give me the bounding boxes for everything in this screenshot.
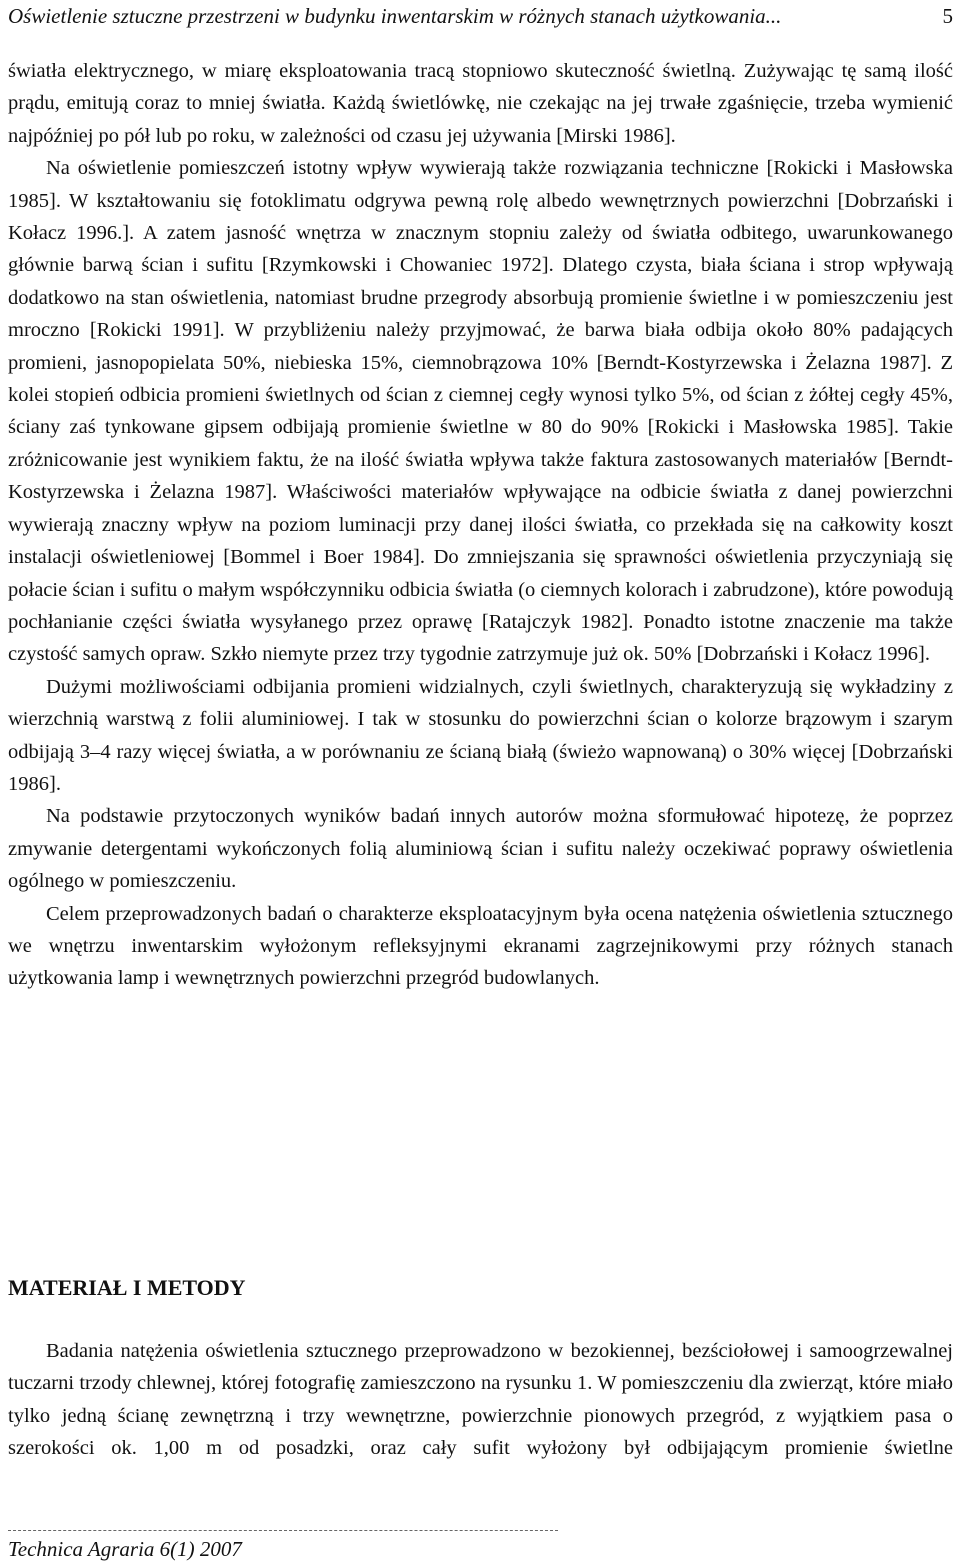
running-title: Oświetlenie sztuczne przestrzeni w budynku inwentarskim w różnych stanach użytkowania... [8, 4, 782, 28]
paragraph-continued: światła elektrycznego, w miarę eksploatowania tracą stopniowo skuteczność świetlną. Zużywając tę samą ilość prądu, emitują coraz to mniej światła. Każdą świetlówkę, nie czekając na jej trwałe zgaśnięcie, trzeba wymienić najpóźniej po pół lub po roku, w zależności od czasu jej używania [Mirski 1986]. [8, 60, 953, 147]
paragraph-methods: Badania natężenia oświetlenia sztucznego przeprowadzono w bezokiennej, bezściołowej i samoogrzewalnej tuczarni trzody chlewnej, której fotografię zamieszczono na rysunku 1. W pomieszczeniu dla zwierząt, które miało tylko jedną ścianę zewnętrzną i trzy wewnętrzne, powierzchnie pionowych przegród, z wyjątkiem pasa o szerokości ok. 1,00 m od posadzki, oraz cały sufit wyłożony był odbijającym promienie świetlne [8, 1340, 953, 1460]
journal-footer: Technica Agraria 6(1) 2007 [8, 1537, 242, 1561]
page-number: 5 [942, 4, 953, 28]
paragraph-aluminium-foil: Dużymi możliwościami odbijania promieni widzialnych, czyli świetlnych, charakteryzują się wykładziny z wierzchnią warstwą z folii aluminiowej. I tak w stosunku do powierzchni ścian o kolorze brązowym i szarym odbijają 3–4 razy więcej światła, a w porównaniu ze ścianą białą (świeżo wapnowaną) o 30% więcej [Dobrzański 1986]. [8, 675, 953, 795]
paragraph-hypothesis: Na podstawie przytoczonych wyników badań innych autorów można sformułować hipotezę, że poprzez zmywanie detergentami wykończonych folią aluminiową ścian i sufitu należy oczekiwać poprawy oświetlenia ogólnego w pomieszczeniu. [8, 805, 953, 893]
methods-body [8, 1335, 953, 1465]
footer-divider [8, 1530, 558, 1531]
article-body [8, 55, 953, 995]
paragraph-aim: Celem przeprowadzonych badań o charakterze eksploatacyjnym była ocena natężenia oświetlenia sztucznego we wnętrzu inwentarskim wyłożonym refleksyjnymi ekranami zagrzejnikowymi przy różnych stanach użytkowania lamp i wewnętrznych powierzchni przegród budowlanych. [8, 902, 953, 990]
section-heading: MATERIAŁ I METODY [8, 1275, 246, 1300]
running-header [8, 2, 953, 32]
paragraph-reflectance: Na oświetlenie pomieszczeń istotny wpływ wywierają także rozwiązania techniczne [Rokicki i Masłowska 1985]. W kształtowaniu się fotoklimatu odgrywa pewną rolę albedo wewnętrznych powierzchni [Dobrzański i Kołacz 1996.]. A zatem jasność wnętrza w znacznym stopniu zależy od światła odbitego, uwarunkowanego głównie barwą ścian i sufitu [Rzymkowski i Chowaniec 1972]. Dlatego czysta, biała ściana i strop wpływają dodatkowo na stan oświetlenia, natomiast brudne przegrody absorbują promienie świetlne i w pomieszczeniu jest mroczno [Rokicki 1991]. W przybliżeniu należy przyjmować, że barwa biała odbija około 80% padających promieni, jasnopopielata 50%, niebieska 15%, ciemnobrązowa 10% [Berndt-Kostyrzewska i Żelazna 1987]. Z kolei stopień odbicia promieni świetlnych od ścian z ciemnej cegły wynosi tylko 5%, od ścian z żółtej cegły 45%, ściany zaś tynkowane gipsem odbijają promienie świetlne w 80 do 90% [Rokicki i Masłowska 1985]. Takie zróżnicowanie jest wynikiem faktu, że na ilość światła wpływa także faktura zastosowanych materiałów [Berndt-Kostyrzewska i Żelazna 1987]. Właściwości materiałów wpływające na odbicie światła z danej powierzchni wywierają znaczny wpływ na poziom luminacji przy danej ilości światła, co przekłada się na całkowity koszt instalacji oświetleniowej [Bommel i Boer 1984]. Do zmniejszania się sprawności oświetlenia przyczyniają się połacie ścian i sufitu o małym współczynniku odbicia światła (o ciemnych kolorach i zabrudzone), które powodują pochłanianie części światła wysyłanego przez oprawę [Ratajczyk 1982]. Ponadto istotne znaczenie ma także czystość samych opraw. Szkło niemyte przez trzy tygodnie zatrzymuje już ok. 50% [Dobrzański i Kołacz 1996]. [8, 157, 953, 666]
